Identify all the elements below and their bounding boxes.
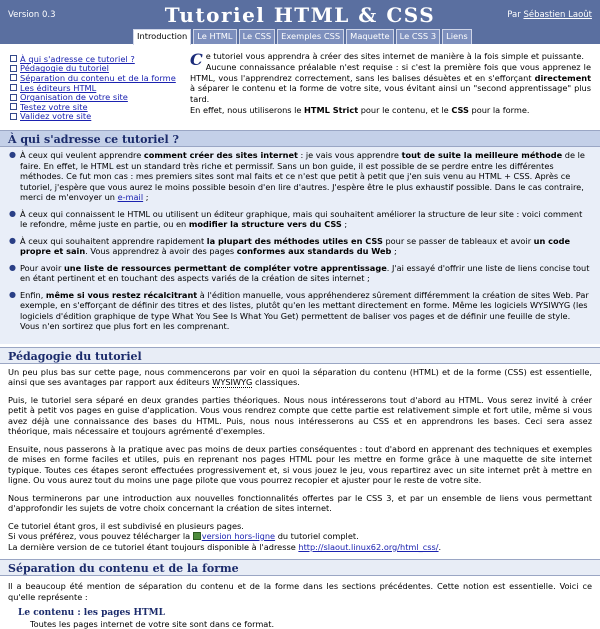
paragraph [0, 542, 600, 553]
audience-list [0, 147, 600, 344]
text-span: À ceux qui souhaitent apprendre rapidement [20, 235, 207, 246]
bold-span: la plupart des méthodes utiles en CSS [206, 235, 383, 246]
bold-span: un code propre et sain [20, 235, 571, 256]
toc-link[interactable]: Validez votre site [20, 111, 92, 122]
subsection-title: Le contenu : les pages HTML [18, 608, 165, 618]
intro-paragraph [190, 62, 591, 105]
bullet-icon: ● [9, 208, 16, 218]
bullet-icon: ● [9, 289, 16, 299]
text-span: À ceux qui veulent apprendre [20, 150, 144, 160]
version-label: Version 0.3 [8, 10, 56, 20]
toc-item [10, 73, 180, 83]
text-span: Enfin, [20, 289, 46, 300]
text-span: de le faire. En effet, le HTML est un standard très riche et permissif. Sans un bon guide, il est possible de se perdre entre les différentes méthodes. Ce fut mon cas : mes premiers sites sont mal faits et ce n'est que petit à petit que j'en suis venu au HTML + CSS. Après ce tutoriel, j'espère que vous aurez le moins possible besoin d'en lire d'autres. J'espère être le plus exhaustif possible. Dans le cas contraire, merci de m'envoyer un [20, 150, 585, 202]
toc-item [10, 92, 180, 102]
text-span: La dernière version de ce tutoriel étant toujours disponible à l'adresse [8, 541, 299, 552]
bold-span: même si vous restez récalcitrant [45, 289, 198, 300]
toc-checkbox-icon [10, 74, 17, 81]
list-item-text [20, 263, 592, 284]
subsection-text: Toutes les pages internet de votre site sont dans ce format. [30, 619, 275, 629]
site-header [0, 0, 600, 44]
email-link[interactable]: e-mail [117, 192, 144, 202]
intro-text-span: En effet, nous utiliserons le [190, 104, 305, 115]
section-title-audience: À qui s'adresse ce tutoriel ? [0, 130, 600, 147]
toc-link[interactable]: Les éditeurs HTML [20, 82, 97, 93]
list-item [8, 209, 592, 230]
text-span: pour se passer de tableaux et avoir [382, 235, 534, 246]
bullet-icon: ● [9, 262, 16, 272]
toc-checkbox-icon [10, 55, 17, 62]
tab-le-html[interactable]: Le HTML [193, 29, 236, 44]
bullet-icon: ● [9, 150, 16, 159]
list-item-text [20, 150, 592, 203]
paragraph: Il a beaucoup été mention de séparation du contenu et de la forme dans les sections précédentes. Cette notion est essentielle. Voici ce qu'elle représente : [8, 581, 592, 602]
intro-text-span: pour le contenu, et le [358, 104, 452, 115]
list-item-text [20, 209, 592, 230]
intro-bold: directement [534, 72, 591, 83]
offline-version-link[interactable]: version hors-ligne [201, 531, 276, 541]
intro-paragraph [190, 105, 591, 116]
text-span: : je vais vous apprendre [297, 150, 402, 160]
toc-link[interactable]: À qui s'adresse ce tutoriel ? [20, 53, 135, 64]
list-item [8, 263, 592, 284]
toc-item [10, 54, 180, 64]
text-span: ; [341, 219, 348, 229]
table-of-contents [10, 54, 180, 121]
tab-exemples-css[interactable]: Exemples CSS [277, 29, 344, 44]
tab-le-css-3[interactable]: Le CSS 3 [396, 29, 440, 44]
paragraph: Puis, le tutoriel sera séparé en deux grandes parties théoriques. Nous nous intéresserons tout d'abord au HTML. Vous serez invité à créer petit à petit vos pages en guise d'application. Vous vous rendrez compte que cette partie est relativement simple et fort utile, même si vous avez déjà une connaissance des bases du HTML. Puis, nous nous intéresserons au CSS et en apprendrons les bases. Ceci sera assez théorique, mais nécessaire et toujours agrémenté d'exemples. [8, 394, 592, 436]
bold-span: tout de suite la meilleure méthode [401, 150, 563, 160]
bullet-icon: ● [9, 235, 16, 245]
dropcap: C [190, 50, 203, 69]
text-span: . J'ai essayé d'offrir une liste de liens concise tout en étant pertinent et en touchant des aspects variés de la création de sites internet ; [20, 262, 590, 283]
text-span: Un peu plus bas sur cette page, nous commencerons par voir en quoi la séparation du contenu (HTML) et de la forme (CSS) est essentielle, ainsi que ses avantages par rapport aux éditeurs [8, 366, 592, 387]
section-title-pedagogy: Pédagogie du tutoriel [0, 347, 600, 364]
paragraph: Nous terminerons par une introduction aux nouvelles fonctionnalités offertes par le CSS 3, et par un ensemble de liens vous permettant d'approfondir les sujets de votre choix concernant la création de sites internet. [8, 492, 592, 513]
text-span: . [438, 541, 442, 552]
abbr: WYSIWYG [212, 377, 253, 387]
author-line [507, 10, 592, 20]
text-span: à l'édition manuelle, vous appréhenderez sûrement différemment la création de sites Web. Par exemple, en s'efforçant de définir des titres et des listes, plutôt qu'en les mettant directement en forme. Même les logiciels WYSIWYG (les logiciels d'édition graphique de type What You See Is What You Get) permettent de baliser vos pages et de définir une feuille de style. Vous n'en sortirez que plus fort en les comprenant. [20, 289, 589, 331]
text-span: . Vous apprendrez à avoir des pages [85, 246, 237, 256]
list-item [8, 236, 592, 257]
bold-span: comment créer des sites internet [143, 150, 298, 160]
list-item [8, 150, 592, 203]
paragraph [0, 531, 600, 542]
list-item [8, 290, 592, 332]
paragraph: Ce tutoriel étant gros, il est subdivisé en plusieurs pages. [8, 520, 244, 531]
text-span: ; [143, 192, 149, 202]
intro-text [190, 51, 591, 116]
intro-text-span: Aucune connaissance préalable n'est requise : si c'est la première fois que vous apprenez le HTML, vous l'apprendrez correctement, sans les balises désuètes et en s'efforçant [190, 61, 591, 83]
main-content [0, 130, 600, 629]
toc-item [10, 64, 180, 74]
author-link[interactable]: Sébastien Laoût [523, 10, 592, 20]
intro-text-span: à séparer le contenu et la forme de votre site, vous évitant ainsi un "second apprentissage" plus tard. [190, 83, 591, 105]
toc-link[interactable]: Pédagogie du tutoriel [20, 63, 109, 74]
toc-checkbox-icon [10, 65, 17, 72]
bold-span: conformes aux standards du Web [236, 246, 392, 256]
download-icon [193, 532, 201, 540]
toc-checkbox-icon [10, 103, 17, 110]
bold-span: une liste de ressources permettant de compléter votre apprentissage [63, 262, 387, 273]
toc-checkbox-icon [10, 84, 17, 91]
intro-bold: HTML Strict [304, 104, 359, 115]
intro-bold: CSS [451, 104, 469, 115]
text-span: Si vous préférez, vous pouvez télécharger la [8, 531, 193, 541]
toc-link[interactable]: Organisation de votre site [20, 92, 128, 103]
paragraph [0, 367, 600, 388]
tab-liens[interactable]: Liens [442, 29, 472, 44]
tab-maquette[interactable]: Maquette [346, 29, 393, 44]
toc-item [10, 102, 180, 112]
text-span: Pour avoir [20, 262, 64, 273]
bold-span: modifier la structure vers du CSS [188, 219, 342, 229]
intro-paragraph [190, 51, 591, 62]
intro-text-span: pour la forme. [468, 104, 530, 115]
tab-le-css[interactable]: Le CSS [239, 29, 276, 44]
intro-text-span: e tutoriel vous apprendra à créer des sites internet de manière à la fois simple et puissante. [205, 51, 584, 61]
list-item-text [20, 236, 592, 257]
toc-item [10, 83, 180, 93]
toc-link[interactable]: Testez votre site [20, 101, 88, 112]
tab-introduction[interactable]: Introduction [133, 29, 191, 45]
toc-item [10, 112, 180, 122]
toc-link[interactable]: Séparation du contenu et de la forme [20, 72, 176, 83]
nav-tabs [133, 29, 474, 44]
text-span: classiques. [252, 377, 300, 387]
toc-checkbox-icon [10, 94, 17, 101]
site-title: Tutoriel HTML & CSS [164, 3, 436, 27]
section-title-separation: Séparation du contenu et de la forme [0, 559, 600, 576]
text-span: du tutoriel complet. [275, 531, 359, 541]
toc-checkbox-icon [10, 113, 17, 120]
site-url-link[interactable]: http://slaout.linux62.org/html_css/ [298, 541, 439, 552]
paragraph: Ensuite, nous passerons à la pratique avec pas moins de deux parties conséquentes : tout d'abord en apprenant des techniques et exemples de mises en forme faciles et utiles, puis en reprenant nos pages HTML pour les mettre en forme grâce à une maquette de site internet typique. Toutes ces étapes seront effectuées progressivement et, si vous jouez le jeu, vous repartirez avec un site internet prêt à mettre en ligne. Ou vous aurez tout du moins une page pilote que vous pourrez recopier et ajuster pour le reste de votre site. [8, 443, 592, 485]
list-item-text [20, 290, 592, 332]
text-span: ; [391, 246, 397, 256]
author-prefix: Par [507, 10, 521, 20]
text-span: À ceux qui connaissent le HTML ou utilisent un éditeur graphique, mais qui souhaitent améliorer la structure de leur site : voici comment le refondre, même juste en partie, ou en [20, 208, 583, 229]
